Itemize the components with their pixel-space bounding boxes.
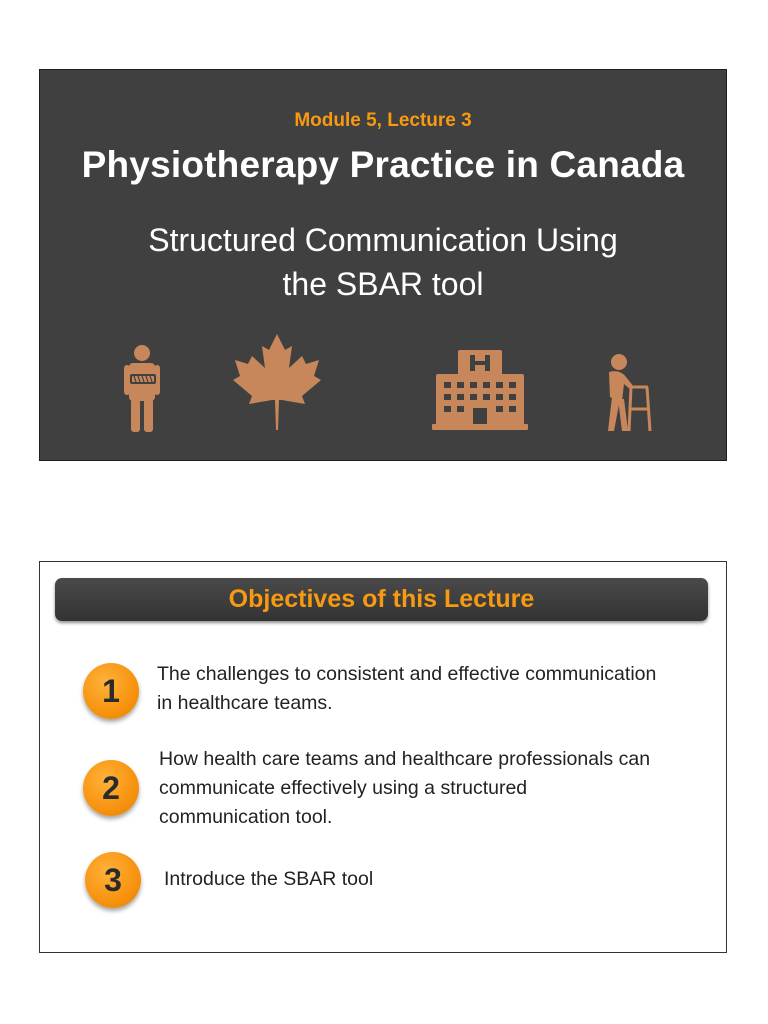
objectives-header: Objectives of this Lecture	[55, 578, 708, 621]
objective-text-3	[164, 865, 373, 894]
objective-1-line-2: in healthcare teams.	[157, 692, 333, 714]
objective-number-3: 3	[85, 852, 141, 908]
lecture-title: Physiotherapy Practice in Canada	[81, 144, 685, 185]
maple-leaf-icon	[232, 332, 322, 432]
objectives-slide	[39, 561, 727, 953]
objective-2-line-1: How health care teams and healthcare professionals can	[159, 748, 651, 770]
objective-number-1: 1	[83, 663, 139, 719]
title-slide	[39, 69, 727, 461]
hospital-icon	[430, 350, 530, 432]
injured-person-icon	[122, 344, 162, 434]
objective-2-line-3: communication tool.	[159, 806, 333, 828]
subtitle-line-2: the SBAR tool	[282, 266, 484, 302]
objective-text-1	[157, 660, 656, 718]
subtitle-line-1: Structured Communication Using	[148, 222, 618, 258]
objective-1-line-1: The challenges to consistent and effective communication	[157, 663, 657, 685]
objective-3-line-1: Introduce the SBAR tool	[164, 868, 374, 890]
objective-text-2	[159, 745, 650, 832]
lecture-subtitle	[100, 218, 666, 306]
module-label: Module 5, Lecture 3	[294, 110, 472, 131]
walker-icon	[596, 353, 652, 433]
objective-number-2: 2	[83, 760, 139, 816]
objective-2-line-2: communicate effectively using a structured	[159, 777, 528, 799]
